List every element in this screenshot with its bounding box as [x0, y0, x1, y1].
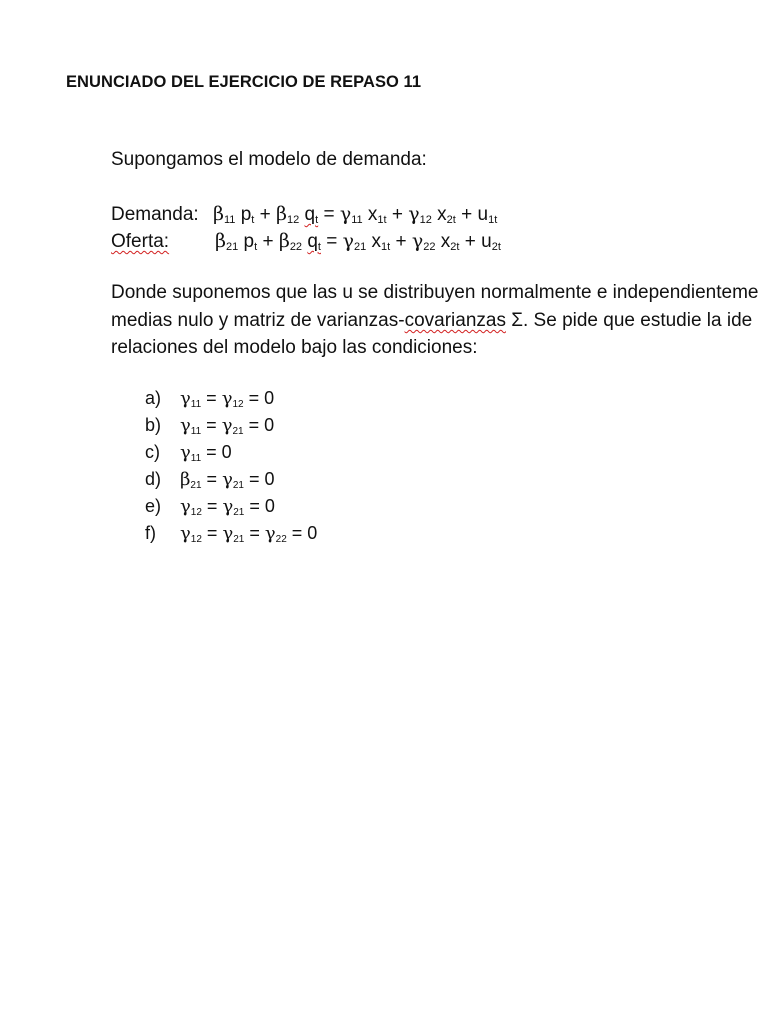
gamma-symbol: γ — [180, 415, 191, 436]
option-item — [145, 469, 275, 490]
plus-sign: + — [395, 231, 407, 252]
equals-sign: = — [326, 231, 338, 252]
subscript: 12 — [232, 399, 244, 410]
option-item — [145, 388, 274, 409]
subscript: t — [251, 214, 255, 226]
subscript: 21 — [232, 480, 244, 491]
operator: = 0 — [248, 469, 275, 489]
subscript: 21 — [233, 507, 245, 518]
operator: = 0 — [248, 415, 275, 435]
subscript: t — [254, 241, 258, 253]
page-title: ENUNCIADO DEL EJERCICIO DE REPASO 11 — [66, 73, 422, 91]
option-letter: f) — [145, 523, 156, 543]
paragraph-line-1: Donde suponemos que las u se distribuyen normalmente e independienteme — [111, 282, 759, 303]
option-letter: d) — [145, 469, 162, 489]
gamma-symbol: γ — [411, 230, 424, 252]
subscript: t — [317, 241, 321, 253]
option-item — [145, 442, 232, 463]
gamma-symbol: γ — [221, 388, 233, 409]
option-item — [145, 496, 275, 517]
variable-p: p — [243, 231, 255, 252]
subscript: 21 — [233, 534, 245, 545]
plus-sign: + — [259, 204, 271, 225]
gamma-symbol: γ — [408, 203, 420, 225]
variable-u: u — [481, 231, 492, 252]
subscript: 21 — [225, 241, 239, 253]
operator: = — [249, 523, 260, 543]
operator: = — [206, 496, 218, 516]
subscript: 21 — [232, 426, 244, 437]
variable-x: x — [371, 231, 382, 252]
option-letter: b) — [145, 415, 162, 435]
gamma-symbol: γ — [222, 523, 234, 544]
option-item — [145, 415, 274, 436]
equation-oferta — [111, 230, 501, 253]
option-letter: a) — [145, 388, 162, 408]
operator: = — [206, 388, 217, 408]
beta-symbol: β — [213, 203, 224, 225]
subscript: 11 — [190, 399, 202, 410]
subscript: 11 — [190, 426, 202, 437]
plus-sign: + — [262, 231, 274, 252]
paragraph-line-2 — [111, 310, 752, 332]
subscript: 22 — [275, 534, 287, 545]
gamma-symbol: γ — [339, 203, 352, 225]
option-letter: e) — [145, 496, 162, 516]
equation-demanda — [111, 203, 497, 226]
gamma-symbol: γ — [342, 230, 355, 252]
operator: = — [206, 469, 218, 489]
subscript: 22 — [289, 241, 303, 253]
variable-q — [307, 231, 321, 252]
subscript: 1t — [377, 214, 387, 226]
variable-u: u — [477, 204, 489, 225]
subscript: 11 — [190, 453, 202, 464]
gamma-symbol: γ — [264, 523, 276, 544]
subscript: 2t — [446, 214, 456, 226]
option-letter: c) — [145, 442, 160, 462]
operator: = 0 — [248, 388, 275, 408]
variable-x: x — [367, 204, 378, 225]
equation-label: Demanda: — [111, 204, 199, 225]
beta-symbol: β — [276, 203, 287, 225]
subscript: 12 — [419, 214, 432, 226]
variable-q-letter: q — [304, 204, 316, 225]
intro-text: Supongamos el modelo de demanda: — [111, 149, 427, 170]
subscript: 11 — [351, 214, 363, 226]
gamma-symbol: γ — [221, 415, 233, 436]
beta-symbol: β — [180, 469, 191, 490]
gamma-symbol: γ — [222, 496, 234, 517]
variable-p: p — [240, 204, 252, 225]
subscript: 21 — [354, 241, 367, 253]
subscript: 11 — [223, 214, 236, 226]
subscript: 12 — [190, 507, 202, 518]
gamma-symbol: γ — [180, 442, 191, 463]
subscript: 2t — [450, 241, 460, 253]
beta-symbol: β — [278, 230, 290, 252]
plus-sign: + — [464, 231, 476, 252]
paragraph-line-3: relaciones del modelo bajo las condiciones: — [111, 337, 478, 358]
subscript: 22 — [423, 241, 436, 253]
subscript: t — [315, 214, 319, 226]
variable-x: x — [437, 204, 447, 225]
operator: = 0 — [249, 496, 275, 516]
gamma-symbol: γ — [222, 469, 233, 490]
operator: = 0 — [291, 523, 318, 543]
paragraph-line-2-start: medias nulo y matriz de varianzas- — [111, 310, 405, 331]
equals-sign: = — [323, 204, 335, 225]
plus-sign: + — [461, 204, 473, 225]
subscript: 2t — [491, 241, 501, 253]
subscript: 21 — [190, 480, 202, 491]
misspelled-word: covarianzas — [404, 310, 506, 331]
option-item — [145, 523, 317, 544]
gamma-symbol: γ — [180, 388, 191, 409]
variable-q — [305, 204, 319, 225]
operator: = — [206, 415, 217, 435]
operator: = 0 — [206, 442, 232, 462]
subscript: 12 — [190, 534, 202, 545]
paragraph-line-2-end: Σ. Se pide que estudie la ide — [505, 310, 753, 331]
equation-label-text: Oferta: — [111, 231, 170, 252]
beta-symbol: β — [215, 230, 226, 252]
equation-label — [111, 231, 215, 253]
subscript: 1t — [488, 214, 498, 226]
plus-sign: + — [391, 204, 403, 225]
subscript: 1t — [381, 241, 391, 253]
operator: = — [206, 523, 218, 543]
gamma-symbol: γ — [180, 523, 191, 544]
variable-q-letter: q — [307, 231, 318, 252]
subscript: 12 — [286, 214, 300, 226]
variable-x: x — [440, 231, 451, 252]
gamma-symbol: γ — [180, 496, 191, 517]
